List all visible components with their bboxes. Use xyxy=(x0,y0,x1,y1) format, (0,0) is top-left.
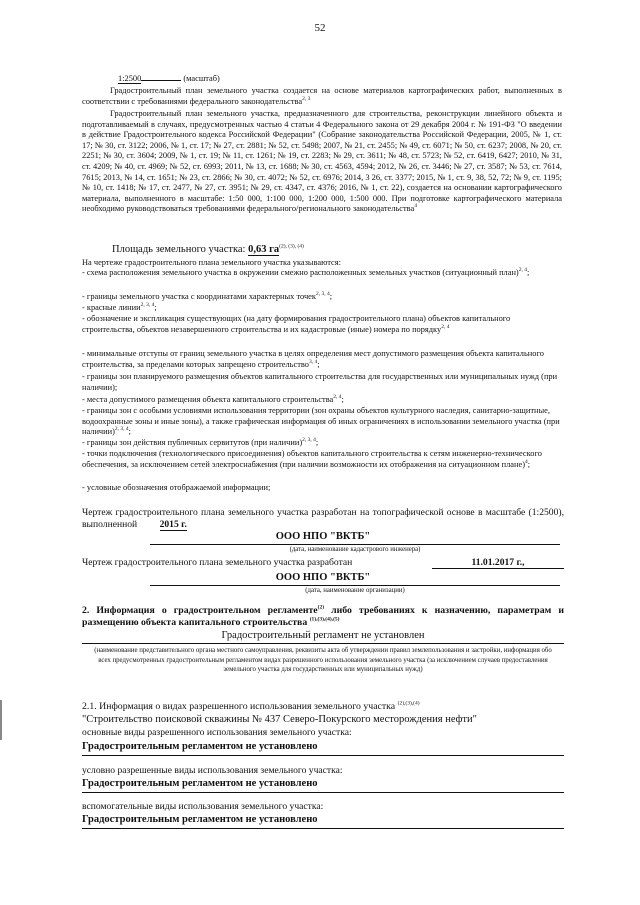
list-item: - минимальные отступы от границ земельного участка в целях определения мест допустимого размещения объекта капитального строительства, за пределами которых запрещено строительство$^{3, 4}$; xyxy=(82,349,544,369)
divider xyxy=(150,544,560,545)
scan-edge-mark xyxy=(0,700,2,740)
divider xyxy=(82,755,564,756)
list-item: - точки подключения (технологического присоединения) объектов капитального строительства к сетям инженерно-технического обеспечения, за исключением сетей электроснабжения (при наличии возможности их отображения на ситуационном плане)$^4$; xyxy=(82,449,542,469)
dev-caption: (дата, наименование организации) xyxy=(305,587,405,594)
divider xyxy=(82,828,564,829)
topo-basis xyxy=(82,507,564,530)
area-value: 0,63 га xyxy=(248,244,280,255)
dev-text: Чертеж градостроительного плана земельного участка разработан xyxy=(82,557,353,568)
footnote-ref: 2, 3 xyxy=(302,95,311,102)
topo-caption: (дата, наименование кадастрового инженера) xyxy=(289,546,421,553)
list-item: - границы зон планируемого размещения объектов капитального строительства для государственных или муниципальных нужд (при наличии); xyxy=(82,372,558,392)
footnote-ref: 4 xyxy=(414,203,417,210)
auxiliary-uses-label: вспомогательные виды использования земельного участка: xyxy=(82,801,324,812)
conditional-uses-label: условно разрешенные виды использования земельного участка: xyxy=(82,765,343,776)
auxiliary-uses-value: Градостроительным регламентом не установлено xyxy=(82,814,318,825)
divider xyxy=(150,585,560,586)
dev-date: 11.01.2017 г., xyxy=(432,557,564,569)
list-item: - условные обозначения отображаемой информации; xyxy=(82,483,271,492)
paragraph-cartographic xyxy=(82,86,562,107)
scale-line xyxy=(118,74,220,85)
scale-value: 1:2500 xyxy=(118,74,142,83)
area-sup: (2), (3), (4) xyxy=(279,243,304,250)
list-item: - места допустимого размещения объекта капитального строительства$^{2, 4}$; xyxy=(82,394,344,404)
page-number: 52 xyxy=(314,22,326,34)
list-intro: На чертеже градостроительного плана земельного участка указываются: xyxy=(82,258,341,267)
list-item: - красные линии$^{2, 3, 4}$; xyxy=(82,302,157,312)
list-item: - границы зон действия публичных сервитутов (при наличии)$^{2, 3, 4}$; xyxy=(82,437,319,447)
paragraph-cartographic-text: Градостроительный план земельного участка создается на основе материалов картографических работ, выполненных в соответствии с требованиями федерального законодательства xyxy=(82,86,562,106)
regulation-caption: (наименование представительного органа местного самоуправления, реквизиты акта об утверждении правил землепользования и застройки, информация обо всех предусмотренных градостроительным регламентом видах разрешенного использования земельного участка (за исключением случаев предоставления земельного участка для государственных или муниципальных нужд) xyxy=(94,647,552,674)
list-item: - схема расположения земельного участка в окружении смежно расположенных земельных участков (ситуационный план)$^{2, 4}$; xyxy=(82,267,530,277)
topo-year: 2015 г. xyxy=(159,518,187,530)
paragraph-linear-object-text: Градостроительный план земельного участка, предназначенного для строительства, реконструкции линейного объекта и подготавливаемый в случаях, предусмотренных частью 4 статьи 4 Федерального закона от 29 декабря 2004 г. № 191-ФЗ "О введении в действие Градостроительного кодекса Российской Федерации" (Собрание законодательства Российской Федерации, 2005, № 1, ст. 17; № 30, ст. 3122; 2006, № 1, ст. 17; № 27, ст. 2881; № 52, ст. 5498; 2007, № 21, ст. 2455; № 49, ст. 6071; № 50, ст. 6237; 2008, № 20, ст. 2251; № 30, ст. 3604; 2009, № 1, ст. 19; № 11, ст. 1261; № 19, ст. 2283; № 29, ст. 3611; № 48, ст. 5723; № 52, ст. 6419, 6427; 2010, № 31, ст. 4209; № 40, ст. 4969; № 52, ст. 6993; 2011, № 13, ст. 1688; № 30, ст. 4563, 4594; 2012, № 26, ст. 3446; № 27, ст. 3587; № 53, ст. 7614, 7615; 2013, № 14, ст. 1651; № 23, ст. 2866; № 30, ст. 4072; № 52, ст. 6976; 2014, 3 26, ст. 3377; 2015, № 1, ст. 9, 38, 52, 72; № 9, ст. 1195; № 10, ст. 1418; № 17, ст. 2477, № 27, ст. 3951; № 29, ст. 4347, ст. 4376; 2016, № 1, ст. 22), создается на основании картографического материала, выполненного в масштабе: 1:50 000, 1:100 000, 1:200 000, 1:500 000. При подготовке картографического материала необходимо руководствоваться требованиями федерального/регионального законодательства xyxy=(82,109,562,214)
dev-org: ООО НПО "ВКТБ" xyxy=(275,572,371,583)
purpose: "Строительство поисковой скважины № 437 Северо-Покурского месторождения нефти" xyxy=(82,714,477,725)
list-item: - границы зон с особыми условиями использования территории (зон охраны объектов культурного наследия, санитарно-защитные, водоохранные зоны и иные зоны), а также графическая информация об иных ограничениях в использовании земельного участка (при наличии)$^{2, 3, 4}$; xyxy=(82,406,560,437)
topo-org: ООО НПО "ВКТБ" xyxy=(275,531,371,542)
list-item: - границы земельного участка с координатами характерных точек$^{2, 3, 4}$; xyxy=(82,291,333,301)
section-21-title: 2.1. Информация о видах разрешенного использования земельного участка $^{(2),(3),(4)}$ xyxy=(82,700,420,712)
area-line xyxy=(112,244,304,255)
main-uses-value: Градостроительным регламентом не установлено xyxy=(82,741,318,752)
regulation-status: Градостроительный регламент не установлен xyxy=(221,630,425,641)
divider xyxy=(82,792,564,793)
dev-line xyxy=(82,557,564,568)
main-uses-label: основные виды разрешенного использования земельного участка: xyxy=(82,727,352,738)
paragraph-linear-object xyxy=(82,109,562,215)
topo-text: Чертеж градостроительного плана земельного участка разработан на топографической основе в масштабе (1:2500), выполненной xyxy=(82,507,564,530)
list-item: - обозначение и экспликация существующих (на дату формирования градостроительного плана) объектов капитального строительства, объектов незавершенного строительства и их кадастровые (иные) номера по порядку$^{2, 4}$ xyxy=(82,314,511,334)
conditional-uses-value: Градостроительным регламентом не установлено xyxy=(82,778,318,789)
area-label: Площадь земельного участка: xyxy=(112,244,246,255)
section-2-title: 2. Информация о градостроительном регламенте$^{(2)}$ либо требованиях к назначению, параметрам и размещению объекта капитального строительства $^{(1),(3),(4),(5)}$ xyxy=(82,604,565,628)
scale-label: (масштаб) xyxy=(183,74,220,83)
divider xyxy=(82,643,564,644)
